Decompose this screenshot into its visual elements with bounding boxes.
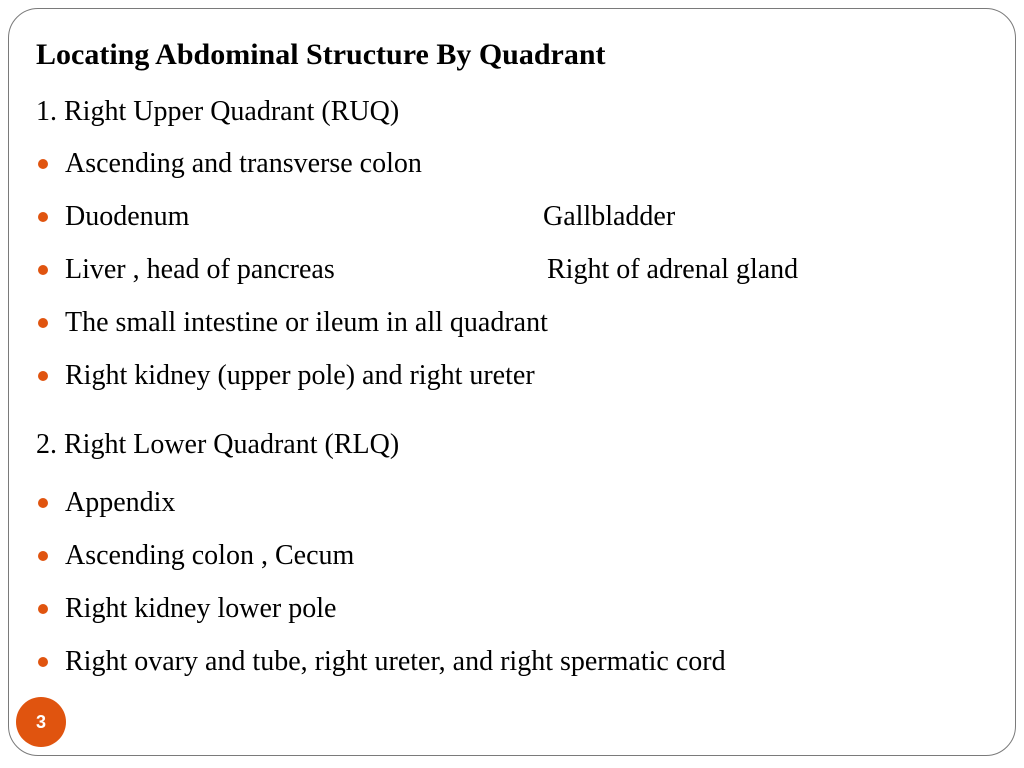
- bullet-dot-icon: [38, 159, 48, 169]
- section-heading-rlq: 2. Right Lower Quadrant (RLQ): [36, 429, 400, 460]
- bullet-text: Liver , head of pancreas: [65, 254, 335, 285]
- bullet-text: Appendix: [65, 487, 176, 518]
- page-number-badge: 3: [16, 697, 66, 747]
- bullet-text: Right ovary and tube, right ureter, and right spermatic cord: [65, 646, 726, 677]
- bullet-dot-icon: [38, 604, 48, 614]
- bullet-text: Right kidney (upper pole) and right ureter: [65, 360, 535, 391]
- bullet-dot-icon: [38, 212, 48, 222]
- bullet-dot-icon: [38, 371, 48, 381]
- bullet-dot-icon: [38, 318, 48, 328]
- section-heading-ruq: 1. Right Upper Quadrant (RUQ): [36, 96, 400, 127]
- bullet-dot-icon: [38, 498, 48, 508]
- bullet-dot-icon: [38, 551, 48, 561]
- bullet-text: Ascending and transverse colon: [65, 148, 422, 179]
- bullet-dot-icon: [38, 265, 48, 275]
- bullet-text: Ascending colon , Cecum: [65, 540, 355, 571]
- slide-title: Locating Abdominal Structure By Quadrant: [36, 38, 606, 71]
- bullet-dot-icon: [38, 657, 48, 667]
- bullet-text: Right kidney lower pole: [65, 593, 337, 624]
- bullet-text: The small intestine or ileum in all quadrant: [65, 307, 548, 338]
- bullet-text: Duodenum: [65, 201, 190, 232]
- bullet-text-right: Gallbladder: [543, 201, 676, 232]
- bullet-text-right: Right of adrenal gland: [547, 254, 799, 285]
